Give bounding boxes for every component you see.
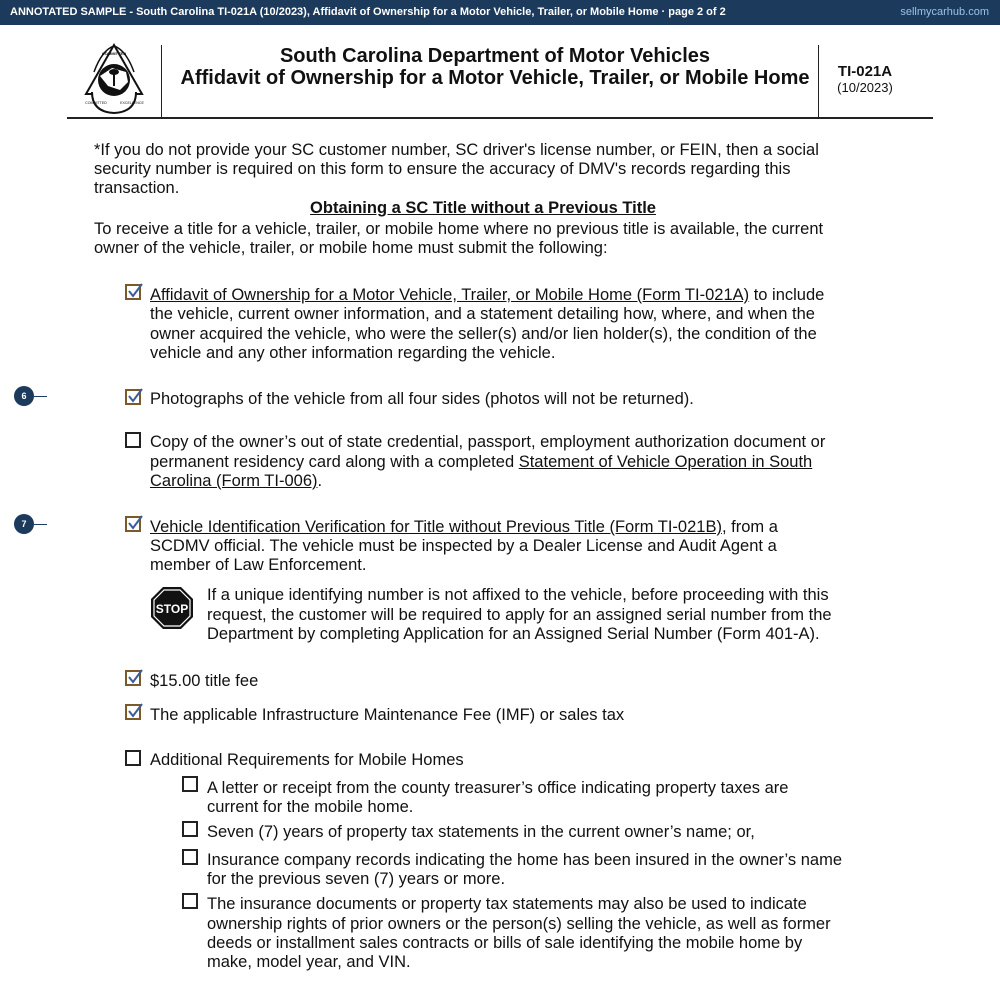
- checkmark-icon: [126, 282, 144, 300]
- ownership-documents-line: The insurance documents or property tax statements may also be used to indicate: [207, 895, 807, 913]
- svg-text:STOP: STOP: [155, 602, 189, 616]
- vin-verification-line: member of Law Enforcement.: [150, 556, 367, 574]
- section-intro-line: To receive a title for a vehicle, trailer, or mobile home where no previous title is available, the current: [94, 220, 824, 238]
- vin-verification-checkbox[interactable]: [125, 516, 141, 532]
- credential-line: Copy of the owner’s out of state credential, passport, employment authorization document or: [150, 433, 826, 451]
- insurance-records-line: Insurance company records indicating the home has been insured in the owner’s name: [207, 851, 843, 869]
- vin-verification-line: SCDMV official. The vehicle must be inspected by a Dealer License and Audit Agent a: [150, 537, 777, 555]
- form-number: TI-021A: [837, 63, 893, 80]
- section-heading: Obtaining a SC Title without a Previous Title: [310, 199, 656, 217]
- treasurer-letter-checkbox[interactable]: [182, 776, 198, 792]
- ownership-documents-line: deeds or installment sales contracts or bills of sale identifying the mobile home by: [207, 934, 803, 952]
- affidavit-checkbox[interactable]: [125, 284, 141, 300]
- mobile-homes-checkbox[interactable]: [125, 750, 141, 766]
- form-revision-date: (10/2023): [837, 80, 893, 95]
- svg-text:EXCELLENCE: EXCELLENCE: [120, 101, 144, 105]
- statement-form-link[interactable]: Statement of Vehicle Operation in South: [518, 453, 813, 471]
- photos-checkbox[interactable]: [125, 389, 141, 405]
- ssn-note-line: transaction.: [94, 179, 180, 197]
- tax-statements-checkbox[interactable]: [182, 821, 198, 837]
- ssn-note-line: *If you do not provide your SC customer number, SC driver's license number, or FEIN, then a social: [94, 141, 819, 159]
- svg-text:COMMITTED: COMMITTED: [85, 101, 107, 105]
- statement-form-link[interactable]: Carolina (Form TI-006): [150, 472, 318, 490]
- form-page: [0, 25, 1000, 992]
- photos-text: Photographs of the vehicle from all four sides (photos will not be returned).: [150, 390, 694, 408]
- ssn-note-line: security number is required on this form to ensure the accuracy of DMV's records regarding this: [94, 160, 791, 178]
- treasurer-letter-line: current for the mobile home.: [207, 798, 414, 816]
- ownership-documents-checkbox[interactable]: [182, 893, 198, 909]
- affidavit-line: owner acquired the vehicle, who were the seller(s) and/or lien holder(s), the condition of the: [150, 325, 817, 343]
- stop-sign-icon: [150, 586, 194, 630]
- banner-title: ANNOTATED SAMPLE - South Carolina TI-021A (10/2023), Affidavit of Ownership for a Motor Vehicle, Trailer, or Mobile Home · page 2 of 2: [10, 6, 726, 18]
- vin-verification-form-link[interactable]: Vehicle Identification Verification for Title without Previous Title (Form TI-021B): [150, 518, 722, 536]
- credential-line: Carolina (Form TI-006).: [150, 472, 323, 490]
- scdmv-seal-icon: [82, 42, 146, 116]
- annotation-leader-line: [34, 524, 47, 525]
- header-divider-right: [818, 45, 819, 118]
- credential-line: permanent residency card along with a completed Statement of Vehicle Operation in South: [150, 453, 813, 471]
- credential-checkbox[interactable]: [125, 432, 141, 448]
- affidavit-form-link[interactable]: Affidavit of Ownership for a Motor Vehicle, Trailer, or Mobile Home (Form TI-021A): [150, 286, 750, 304]
- mobile-homes-text: Additional Requirements for Mobile Homes: [150, 751, 464, 769]
- ownership-documents-line: make, model year, and VIN.: [207, 953, 411, 971]
- checkmark-icon: [126, 702, 144, 720]
- affidavit-line: the vehicle, current owner information, and a statement detailing how, where, and when the: [150, 305, 815, 323]
- imf-checkbox[interactable]: [125, 704, 141, 720]
- svg-text:COMMITTED: COMMITTED: [101, 51, 127, 56]
- annotation-banner: [0, 0, 1000, 25]
- agency-title: South Carolina Department of Motor Vehicles: [279, 45, 711, 67]
- affidavit-line: vehicle and any other information regarding the vehicle.: [150, 344, 556, 362]
- insurance-records-checkbox[interactable]: [182, 849, 198, 865]
- imf-text: The applicable Infrastructure Maintenance Fee (IMF) or sales tax: [150, 706, 625, 724]
- vin-verification-line: Vehicle Identification Verification for Title without Previous Title (Form TI-021B), from a: [150, 518, 778, 536]
- checkmark-icon: [126, 514, 144, 532]
- stop-note-line: Department by completing Application for an Assigned Serial Number (Form 401-A).: [207, 625, 820, 643]
- annotation-marker: 7: [14, 514, 34, 534]
- form-title: Affidavit of Ownership for a Motor Vehicle, Trailer, or Mobile Home: [180, 67, 810, 89]
- insurance-records-line: for the previous seven (7) years or more.: [207, 870, 506, 888]
- title-fee-text: $15.00 title fee: [150, 672, 259, 690]
- section-intro-line: owner of the vehicle, trailer, or mobile home must submit the following:: [94, 239, 608, 257]
- title-fee-checkbox[interactable]: [125, 670, 141, 686]
- ownership-documents-line: ownership rights of prior owners or the person(s) selling the vehicle, as well as former: [207, 915, 831, 933]
- header-rule: [67, 117, 933, 119]
- annotation-marker: 6: [14, 386, 34, 406]
- checkmark-icon: [126, 668, 144, 686]
- tax-statements-text: Seven (7) years of property tax statements in the current owner’s name; or,: [207, 823, 755, 841]
- annotation-leader-line: [34, 396, 47, 397]
- checkmark-icon: [126, 387, 144, 405]
- stop-note-line: If a unique identifying number is not affixed to the vehicle, before proceeding with this: [207, 586, 829, 604]
- affidavit-line: Affidavit of Ownership for a Motor Vehicle, Trailer, or Mobile Home (Form TI-021A) to include: [150, 286, 825, 304]
- stop-note-line: request, the customer will be required to apply for an assigned serial number from the: [207, 606, 832, 624]
- banner-site-link[interactable]: sellmycarhub.com: [900, 6, 989, 18]
- treasurer-letter-line: A letter or receipt from the county treasurer’s office indicating property taxes are: [207, 779, 789, 797]
